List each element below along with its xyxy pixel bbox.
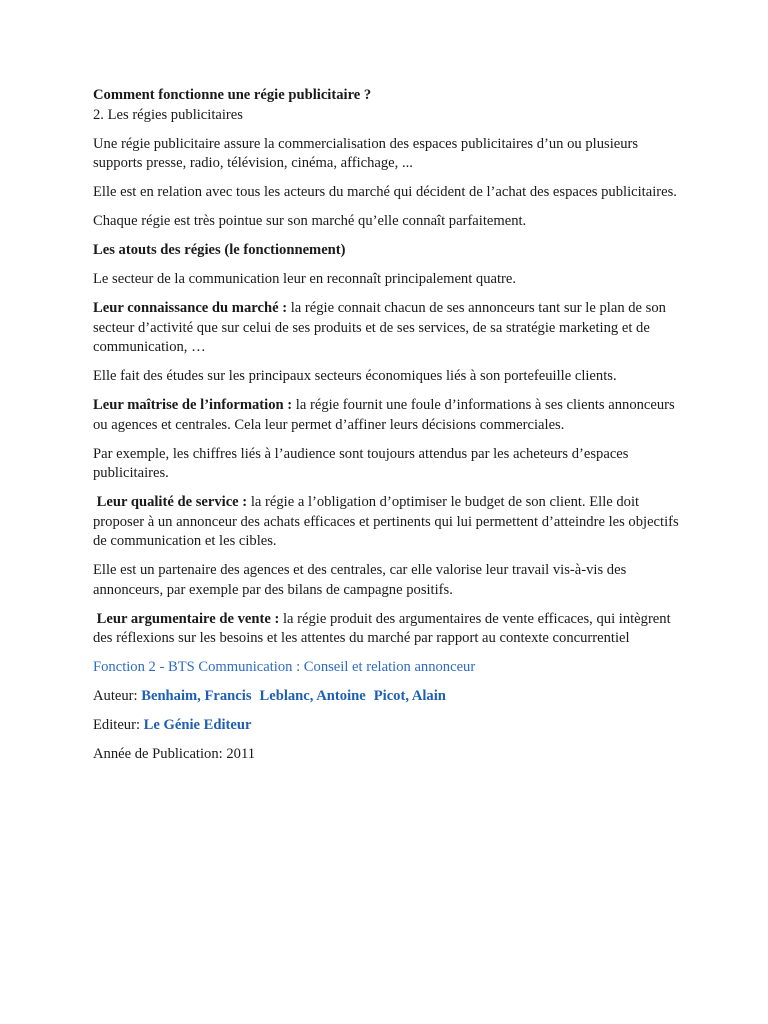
book-title-link[interactable]: Fonction 2 - BTS Communication : Conseil et relation annonceur (93, 659, 476, 675)
atout-argumentaire-text: la régie produit des argumentaires de vente efficaces, qui intègrent des réflexions sur les besoins et les attentes du marché par rapport au contexte concurrentiel (93, 610, 671, 646)
paragraph-partenaire: Elle est un partenaire des agences et des centrales, car elle valorise leur travail vis-à-vis des annonceurs, par exemple par des bilans de campagne positifs. (93, 562, 627, 598)
atout-information-label: Leur maîtrise de l’information : (93, 397, 293, 413)
paragraph-audience: Par exemple, les chiffres liés à l’audience sont toujours attendus par les acheteurs d’espaces publicitaires. (93, 445, 629, 481)
paragraph-marche: Chaque régie est très pointue sur son marché qu’elle connaît parfaitement. (93, 213, 527, 229)
paragraph-intro: Une régie publicitaire assure la commercialisation des espaces publicitaires d’un ou plusieurs supports presse, radio, télévision, cinéma, affichage, ... (93, 135, 639, 171)
year-label: Année de Publication: (93, 746, 227, 762)
editor-line (93, 716, 683, 736)
atout-connaissance (93, 299, 683, 358)
atout-information-text: la régie fournit une foule d’informations à ses clients annonceurs ou agences et centrales. Cela leur permet d’affiner leurs décisions commerciales. (93, 397, 675, 433)
atout-information (93, 396, 683, 435)
atout-service (93, 493, 683, 552)
author-link-benhaim[interactable]: Benhaim, Francis (141, 688, 252, 704)
year-line (93, 745, 683, 765)
document-subtitle: 2. Les régies publicitaires (93, 106, 243, 123)
editor-link[interactable]: Le Génie Editeur (143, 717, 252, 733)
atout-service-label: Leur qualité de service : (96, 494, 248, 510)
author-link-picot[interactable]: Picot, Alain (373, 688, 446, 704)
author-line (93, 687, 683, 707)
paragraph-quatre: Le secteur de la communication leur en reconnaît principalement quatre. (93, 271, 517, 287)
document-title: Comment fonctionne une régie publicitaire ? (93, 87, 372, 103)
editor-label: Editeur: (93, 717, 144, 733)
paragraph-etudes: Elle fait des études sur les principaux secteurs économiques liés à son portefeuille clients. (93, 368, 617, 384)
paragraph-relation: Elle est en relation avec tous les acteurs du marché qui décident de l’achat des espaces publicitaires. (93, 184, 677, 200)
author-link-leblanc[interactable]: Leblanc, Antoine (259, 688, 366, 704)
atout-argumentaire (93, 610, 683, 649)
section-heading-atouts: Les atouts des régies (le fonctionnement) (93, 242, 346, 258)
document-page (93, 86, 683, 774)
atout-connaissance-label: Leur connaissance du marché : (93, 300, 288, 316)
atout-argumentaire-label: Leur argumentaire de vente : (96, 610, 280, 627)
atout-connaissance-text: la régie connait chacun de ses annonceurs tant sur le plan de son secteur d’activité que sur celui de ses produits et de ses services, de sa stratégie marketing et de communication, … (93, 300, 666, 355)
atout-service-text: la régie a l’obligation d’optimiser le budget de son client. Elle doit proposer à un annonceur des achats efficaces et pertinents qui lui permettent d’atteindre les objectifs de communication et les cibles. (93, 494, 679, 549)
author-label: Auteur: (93, 688, 142, 704)
year-value: 2011 (226, 746, 255, 762)
